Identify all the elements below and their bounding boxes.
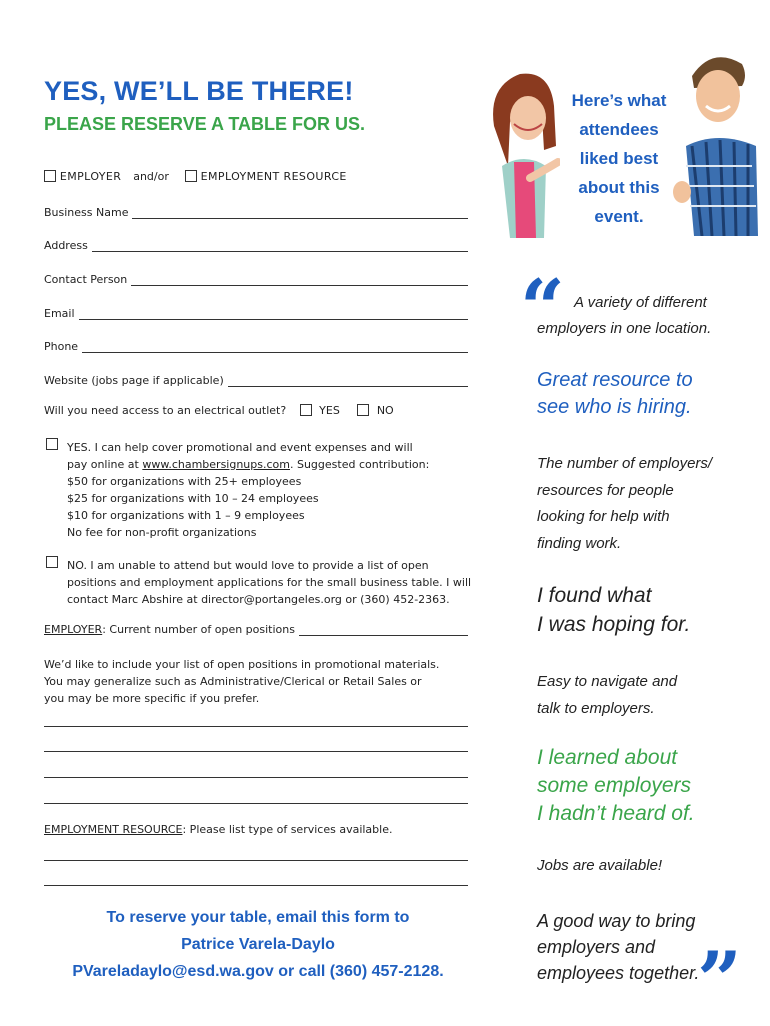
positions-note <box>44 656 474 707</box>
contribute-no-checkbox[interactable] <box>46 556 58 568</box>
positions-line-4[interactable] <box>44 803 468 804</box>
andor-text: and/or <box>133 170 169 183</box>
positions-note-line: We’d like to include your list of open positions in promotional materials. <box>44 658 440 671</box>
contribute-no-line1: NO. I am unable to attend but would love to provide a list of open <box>67 559 429 572</box>
outlet-yes-checkbox[interactable] <box>300 404 312 416</box>
address-input[interactable] <box>92 242 468 252</box>
employer-label: EMPLOYER <box>59 170 122 183</box>
reservation-contact <box>44 904 472 985</box>
tier-item: $50 for organizations with 25+ employees <box>67 475 302 488</box>
quote-line: I learned about <box>537 746 678 769</box>
quote-line: see who is hiring. <box>537 396 692 418</box>
pay-online-text: pay online at <box>67 458 143 471</box>
tier-item: $25 for organizations with 10 – 24 employees <box>67 492 319 505</box>
quote-easy-navigate <box>537 668 677 722</box>
business-name-field <box>44 206 468 219</box>
quote-good-way <box>537 908 699 986</box>
services-line-2[interactable] <box>44 885 468 886</box>
page-subtitle: PLEASE RESERVE A TABLE FOR US. <box>44 114 366 134</box>
positions-line-1[interactable] <box>44 726 468 727</box>
address-field <box>44 239 468 252</box>
resource-services-label: EMPLOYMENT RESOURCE <box>44 823 183 836</box>
business-name-label: Business Name <box>44 206 129 219</box>
quote-line: employers and <box>537 937 656 957</box>
sidebar-heading-line: Here’s what <box>571 91 667 110</box>
quote-line: finding work. <box>537 534 622 552</box>
positions-note-line: You may generalize such as Administrative/Clerical or Retail Sales or <box>44 675 422 688</box>
positions-line-2[interactable] <box>44 751 468 752</box>
contact-person-label: Contact Person <box>44 273 128 286</box>
attendee-boy-photo <box>672 46 762 236</box>
quote-great-resource <box>537 367 693 421</box>
quote-learned-about <box>537 744 695 828</box>
resource-services-row <box>44 823 392 836</box>
footer-line-3: PVareladaylo@esd.wa.gov or call (360) 457-2128. <box>72 963 444 980</box>
resource-checkbox[interactable] <box>185 170 197 182</box>
contact-person-input[interactable] <box>131 276 468 286</box>
resource-services-text: : Please list type of services available. <box>182 823 393 836</box>
outlet-yes-label: YES <box>319 404 340 417</box>
employer-checkbox[interactable] <box>44 170 56 182</box>
page-title: YES, WE’LL BE THERE! <box>44 76 354 106</box>
positions-line-3[interactable] <box>44 777 468 778</box>
outlet-question: Will you need access to an electrical outlet? <box>44 404 287 417</box>
quote-line: talk to employers. <box>537 700 655 717</box>
open-quote-mark: “ <box>520 263 565 354</box>
quote-line: Great resource to <box>537 369 693 391</box>
attendee-girl-photo <box>484 66 560 238</box>
contribute-yes-line1: YES. I can help cover promotional and event expenses and will <box>67 441 413 454</box>
quote-jobs-available: Jobs are available! <box>537 857 663 874</box>
suggested-contribution-text: . Suggested contribution: <box>289 458 430 471</box>
services-line-1[interactable] <box>44 860 468 861</box>
quote-found-what <box>537 581 690 639</box>
sidebar-heading <box>560 86 678 231</box>
quote-line: employees together. <box>537 963 700 983</box>
phone-field <box>44 340 468 353</box>
open-positions-label: : Current number of open positions <box>102 623 295 636</box>
close-quote-mark: ” <box>697 935 742 1026</box>
tier-item: No fee for non-profit organizations <box>67 526 257 539</box>
quote-line: Easy to navigate and <box>537 673 678 690</box>
outlet-question-row <box>44 404 394 417</box>
contribute-yes-checkbox[interactable] <box>46 438 58 450</box>
registrant-type <box>44 170 347 183</box>
open-positions-input[interactable] <box>299 626 468 636</box>
resource-label: EMPLOYMENT RESOURCE <box>200 170 347 183</box>
quote-variety-line1: A variety of different <box>574 294 707 311</box>
contact-person-field <box>44 273 468 286</box>
email-label: Email <box>44 307 75 320</box>
email-input[interactable] <box>79 310 468 320</box>
sidebar-heading-line: liked best <box>579 149 659 168</box>
outlet-no-label: NO <box>376 404 394 417</box>
tier-item: $10 for organizations with 1 – 9 employees <box>67 509 305 522</box>
website-label: Website (jobs page if applicable) <box>44 374 224 387</box>
quote-line: The number of employers/ <box>537 455 713 472</box>
sidebar-heading-line: about this <box>578 178 660 197</box>
address-label: Address <box>44 239 88 252</box>
quote-line: I found what <box>537 584 652 607</box>
positions-note-line: you may be more specific if you prefer. <box>44 692 260 705</box>
quote-line: I was hoping for. <box>537 613 691 636</box>
website-input[interactable] <box>228 377 468 387</box>
quote-line: some employers <box>537 774 692 797</box>
contribute-yes-line2 <box>67 456 477 473</box>
open-positions-field <box>44 623 468 636</box>
contribute-yes-text <box>67 439 477 541</box>
footer-line-2: Patrice Varela-Daylo <box>181 936 335 953</box>
footer-line-1: To reserve your table, email this form to <box>106 909 410 926</box>
phone-input[interactable] <box>82 343 468 353</box>
chambersignups-link[interactable]: www.chambersignups.com <box>142 458 290 471</box>
contribute-no-text <box>67 557 477 608</box>
quote-line: looking for help with <box>537 508 670 525</box>
quote-line: A good way to bring <box>537 911 696 931</box>
sidebar-heading-line: event. <box>594 207 644 226</box>
sidebar-heading-line: attendees <box>579 120 659 139</box>
outlet-no-checkbox[interactable] <box>357 404 369 416</box>
business-name-input[interactable] <box>132 209 468 219</box>
quote-variety-line2: employers in one location. <box>537 320 712 337</box>
quote-line: I hadn’t heard of. <box>537 802 695 825</box>
contribute-no-line3: contact Marc Abshire at director@portangeles.org or (360) 452-2363. <box>67 593 450 606</box>
contribute-no-line2: positions and employment applications for the small business table. I will <box>67 576 472 589</box>
quote-line: resources for people <box>537 481 674 499</box>
website-field <box>44 374 468 387</box>
quote-number-of-employers <box>537 451 712 557</box>
phone-label: Phone <box>44 340 79 353</box>
employer-positions-label: EMPLOYER <box>44 623 103 636</box>
email-field <box>44 307 468 320</box>
